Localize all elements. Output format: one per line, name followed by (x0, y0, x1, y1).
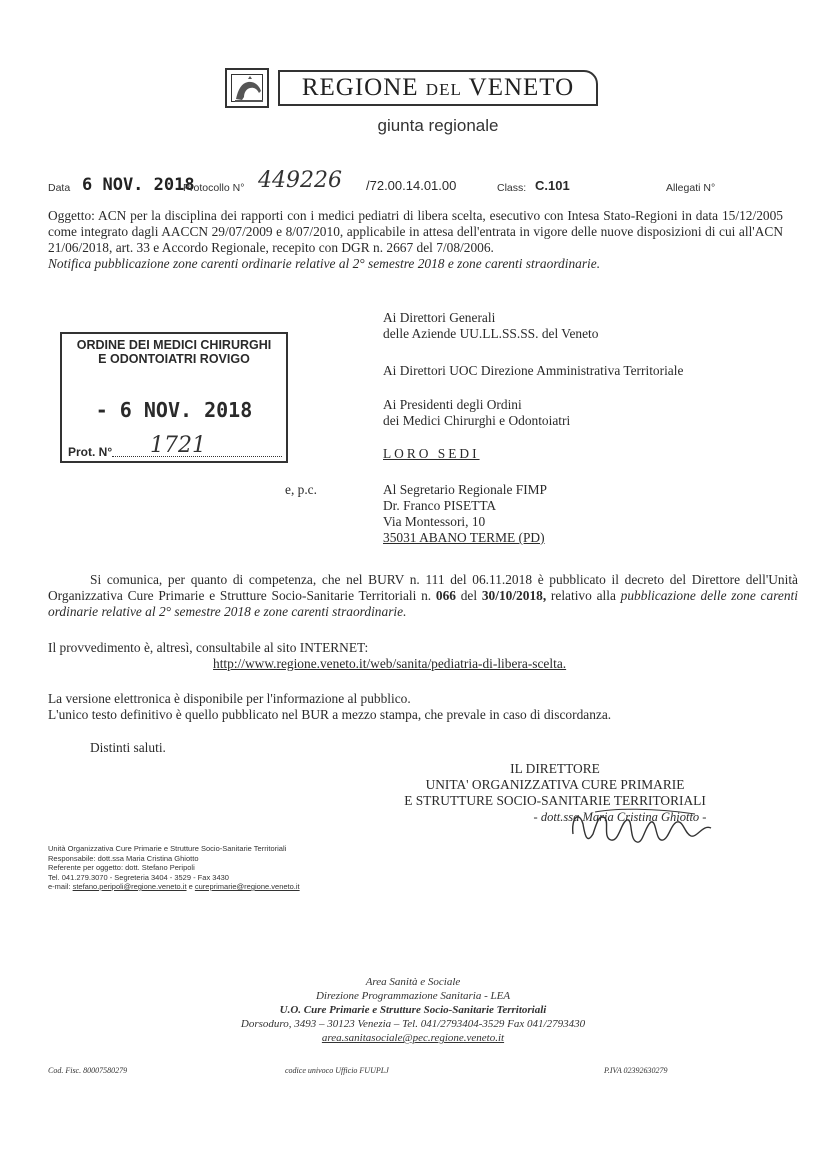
email-link-peripoli[interactable]: stefano.peripoli@regione.veneto.it (72, 882, 187, 891)
body-line: La versione elettronica è disponibile per l'informazione al pubblico. (48, 691, 411, 706)
subject-text: Oggetto: ACN per la disciplina dei rapporti con i medici pediatri di libera scelta, esecutivo con Intesa Stato-Regioni in data 15/12/2005 come integrato dagli AACCN 29/07/2009 e 8/07/2010, applicabile in attesa dell'entrata in vigore delle nuove disposizioni di cui all'ACN 21/06/2018, art. 33 e Accordo Regionale, recepito con DGR n. 2667 del 7/08/2006. (48, 208, 783, 255)
stamp-header-line1: ORDINE DEI MEDICI CHIRURGHI (76, 338, 272, 352)
recipient-cc-fimp (383, 482, 547, 546)
contacts-line: Responsabile: dott.ssa Maria Cristina Ghiotto (48, 853, 199, 863)
contacts-email-line: e-mail: stefano.peripoli@regione.veneto.it e cureprimarie@regione.veneto.it (48, 882, 300, 891)
contacts-line: Unità Organizzativa Cure Primarie e Strutture Socio-Sanitarie Territoriali (48, 844, 287, 853)
page-subtitle: giunta regionale (377, 116, 499, 135)
subject-paragraph (48, 208, 783, 272)
signature-title: IL DIRETTORE (510, 761, 600, 776)
email-link-cureprimarie[interactable]: cureprimarie@regione.veneto.it (194, 882, 300, 891)
footer-area: Area Sanità e Sociale (365, 976, 461, 988)
body-paragraph-3 (48, 691, 611, 723)
cod-fisc: Cod. Fisc. 80007580279 (48, 1066, 128, 1075)
footer-direzione: Direzione Programmazione Sanitaria - LEA (315, 990, 511, 1002)
footer-address: Dorsoduro, 3493 – 30123 Venezia – Tel. 041/2793404-3529 Fax 041/2793430 (240, 1018, 586, 1030)
stamp-prot-label: Prot. N° (68, 445, 113, 459)
regione-veneto-emblem (225, 68, 269, 108)
stamp-header (60, 338, 288, 366)
handwritten-signature (565, 804, 725, 854)
footer-pec-link[interactable]: area.sanitasociale@pec.regione.veneto.it (321, 1032, 505, 1044)
data-label: Data (48, 182, 71, 194)
loro-sedi: LORO SEDI (383, 446, 480, 461)
stamp-header-line2: E ODONTOIATRI ROVIGO (98, 352, 250, 366)
contacts-line: Referente per oggetto: dott. Stefano Peripoli (48, 863, 195, 872)
recipient-direttori-uoc: Ai Direttori UOC Direzione Amministrativa Territoriale (383, 363, 684, 378)
cc-label: e, p.c. (285, 482, 317, 497)
lion-icon (232, 75, 266, 105)
data-stamp: 6 NOV. 2018 (82, 175, 195, 195)
stamp-date: - 6 NOV. 2018 (95, 398, 253, 422)
emblem-inner-frame (231, 74, 263, 102)
contacts-block (48, 844, 300, 892)
signature-unit-line1: UNITA' ORGANIZZATIVA CURE PRIMARIE (425, 777, 685, 792)
recipient-line: Dr. Franco PISETTA (383, 498, 497, 513)
recipient-direttori-generali (383, 310, 598, 342)
body-paragraph-2: Il provvedimento è, altresì, consultabile al sito INTERNET: (48, 640, 369, 655)
contacts-line: Tel. 041.279.3070 - Segreteria 3404 - 3529 - Fax 3430 (48, 872, 229, 882)
signature-name: - dott.ssa Maria Cristina Ghiotto - (533, 810, 707, 824)
recipient-line: 35031 ABANO TERME (PD) (383, 530, 545, 545)
protocollo-suffix: /72.00.14.01.00 (366, 178, 457, 193)
stamp-prot-number: 1721 (150, 433, 206, 458)
recipient-line: delle Aziende UU.LL.SS.SS. del Veneto (383, 326, 599, 341)
class-value: C.101 (535, 178, 570, 193)
recipient-presidenti-ordini (383, 397, 570, 429)
protocollo-number: 449226 (258, 168, 342, 193)
website-link[interactable]: http://www.regione.veneto.it/web/sanita/pediatria-di-libera-scelta. (213, 656, 567, 671)
allegati-label: Allegati N° (666, 182, 716, 194)
class-label: Class: (497, 182, 527, 194)
recipient-line: Al Segretario Regionale FIMP (383, 482, 548, 497)
partita-iva: P.IVA 02392630279 (604, 1066, 668, 1075)
footer-block (0, 975, 826, 1045)
subject-notice: Notifica pubblicazione zone carenti ordinarie relative al 2° semestre 2018 e zone carenti straordinarie. (48, 256, 601, 271)
codice-univoco: codice univoco Ufficio FUUPLJ (285, 1066, 389, 1075)
recipient-line: Ai Presidenti degli Ordini (383, 397, 522, 412)
footer-unit: U.O. Cure Primarie e Strutture Socio-Sanitarie Territoriali (279, 1004, 547, 1016)
signature-unit-line2: E STRUTTURE SOCIO-SANITARIE TERRITORIALI (404, 793, 706, 808)
body-paragraph-1: Si comunica, per quanto di competenza, che nel BURV n. 111 del 06.11.2018 è pubblicato il decreto del Direttore dell'Unità Organizzativa Cure Primarie e Strutture Socio-Sanitarie Territoriali n. 066 del 30/10/2018, relativo alla pubblicazione delle zone carenti ordinarie relative al 2° semestre 2018 e zone carenti straordinarie. (48, 572, 798, 619)
protocollo-label: Protocollo N° (183, 182, 245, 194)
closing-greeting: Distinti saluti. (90, 740, 166, 755)
page-title: REGIONE DEL VENETO (301, 74, 575, 101)
recipient-line: Ai Direttori Generali (383, 310, 496, 325)
recipient-line: Via Montessori, 10 (383, 514, 486, 529)
recipient-line: dei Medici Chirurghi e Odontoiatri (383, 413, 571, 428)
body-line: L'unico testo definitivo è quello pubblicato nel BUR a mezzo stampa, che prevale in caso di discordanza. (48, 707, 612, 722)
